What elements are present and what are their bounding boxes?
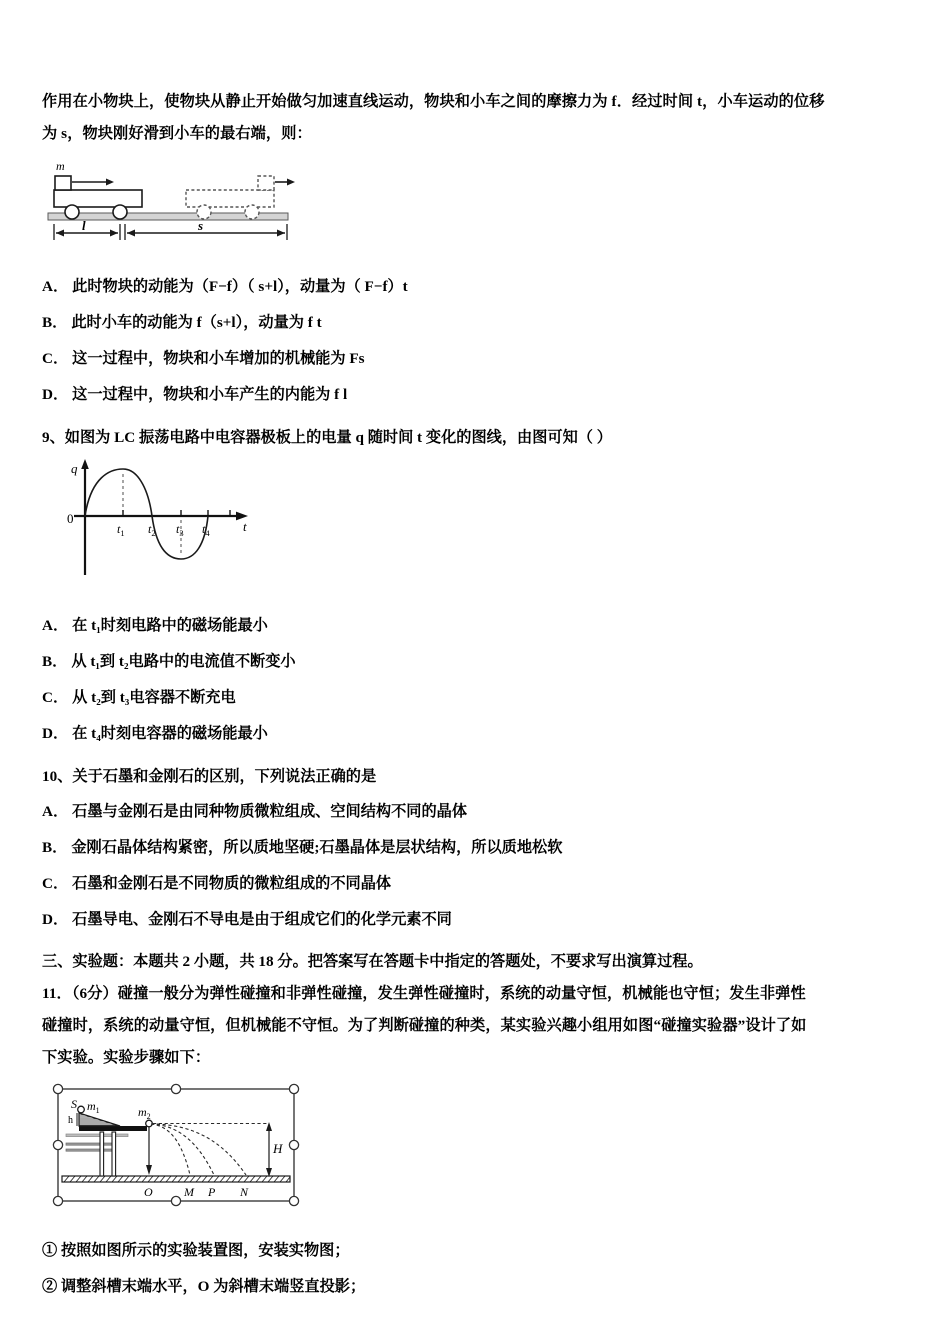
height-H-arrow-top bbox=[266, 1122, 272, 1131]
graph-ticklabel-t3: $t_3$ bbox=[176, 522, 184, 538]
q8-option-b-label: B． bbox=[42, 314, 68, 331]
block-dashed bbox=[258, 176, 274, 190]
q9-stem: 9、如图为 LC 振荡电路中电容器极板上的电量 q 随时间 t 变化的图线，由图可知（ ） bbox=[42, 429, 612, 446]
selection-handle-top-left[interactable] bbox=[53, 1084, 62, 1093]
landing-label-P: P bbox=[208, 1185, 216, 1199]
cart-body-solid bbox=[54, 190, 142, 207]
q9-graph-figure bbox=[38, 457, 910, 582]
q10-option-a bbox=[42, 794, 910, 830]
q9-option-b bbox=[42, 644, 910, 680]
q10-option-d-text: 石墨导电、金刚石不导电是由于组成它们的化学元素不同 bbox=[72, 911, 452, 928]
selection-handle-bottom-center[interactable] bbox=[171, 1196, 180, 1205]
q10-option-b-label: B． bbox=[42, 839, 68, 856]
q9-option-c-label: C． bbox=[42, 689, 69, 706]
height-label-H: H bbox=[273, 1141, 283, 1156]
cart-body-dashed bbox=[186, 190, 274, 207]
q8-option-d-label: D． bbox=[42, 386, 69, 403]
ball-m2-label: $m_2$ bbox=[138, 1105, 151, 1121]
dim-s-arrow-left bbox=[127, 230, 135, 237]
graph-ylabel-q: q bbox=[71, 461, 78, 476]
stand-leg-left bbox=[100, 1132, 104, 1176]
dim-s-arrow-right bbox=[277, 230, 285, 237]
height-label-h: h bbox=[68, 1115, 73, 1126]
dim-label-l: l bbox=[82, 218, 86, 233]
block-solid bbox=[55, 176, 71, 190]
q9-option-d-text: 在 t₄时刻电容器的磁场能最小 bbox=[72, 725, 268, 742]
dim-l-arrow-left bbox=[56, 230, 64, 237]
selection-handle-top-center[interactable] bbox=[171, 1084, 180, 1093]
q11-line1: 11．（6分）碰撞一般分为弹性碰撞和非弹性碰撞，发生弹性碰撞时，系统的动量守恒，机械能也守恒；发生非弹性 bbox=[42, 985, 806, 1002]
q10-option-c-text: 石墨和金刚石是不同物质的微粒组成的不同晶体 bbox=[72, 875, 392, 892]
dim-label-s: s bbox=[198, 218, 204, 233]
stand-leg-right bbox=[112, 1132, 116, 1176]
trajectory-to-M bbox=[151, 1124, 190, 1175]
q10-option-d bbox=[42, 902, 910, 938]
q8-stem-line1: 作用在小物块上，使物块从静止开始做匀加速直线运动，物块和小车之间的摩擦力为 f．经过时间 t，小车运动的位移 bbox=[42, 93, 825, 110]
block-on-cart-figure bbox=[46, 158, 910, 243]
q10-option-a-label: A． bbox=[42, 803, 69, 820]
force-arrow-solid-head bbox=[106, 179, 114, 186]
wheel-solid-left bbox=[65, 205, 79, 219]
graph-sine-curve bbox=[85, 469, 208, 559]
q9-option-b-text: 从 t₁到 t₂电路中的电流值不断变小 bbox=[71, 653, 296, 670]
vertical-drop-arrow bbox=[146, 1165, 152, 1175]
q11-line3: 下实验。实验步骤如下： bbox=[42, 1049, 211, 1066]
stand-shelf-mid2 bbox=[66, 1149, 112, 1151]
q11-step-1: ① 按照如图所示的实验装置图，安装实物图； bbox=[42, 1242, 350, 1259]
q8-option-c bbox=[42, 341, 910, 377]
q8-option-a bbox=[42, 269, 910, 305]
q10-option-d-label: D． bbox=[42, 911, 69, 928]
trajectory-to-P bbox=[151, 1124, 214, 1175]
q9-option-a-label: A． bbox=[42, 617, 69, 634]
graph-ticklabel-t2: $t_2$ bbox=[148, 522, 156, 538]
stand-shelf-upper bbox=[66, 1134, 128, 1137]
q10-option-a-text: 石墨与金刚石是由同种物质微粒组成、空间结构不同的晶体 bbox=[72, 803, 468, 820]
q9-option-a-text: 在 t₁时刻电路中的磁场能最小 bbox=[72, 617, 268, 634]
q8-option-b-text: 此时小车的动能为 f（s+l），动量为 f t bbox=[71, 314, 322, 331]
selection-handle-bottom-right[interactable] bbox=[289, 1196, 298, 1205]
q10-option-b bbox=[42, 830, 910, 866]
ball-m1 bbox=[78, 1106, 85, 1113]
force-arrow-dashed-head bbox=[287, 179, 295, 186]
wheel-dashed-left bbox=[197, 205, 211, 219]
release-point-label-S: S bbox=[71, 1097, 77, 1111]
horizontal-track bbox=[79, 1126, 147, 1131]
block-on-cart-svg bbox=[46, 158, 296, 243]
q8-stem-line2: 为 s，物块刚好滑到小车的最右端，则： bbox=[42, 125, 312, 142]
q9-option-a bbox=[42, 608, 910, 644]
wheel-dashed-right bbox=[245, 205, 259, 219]
qt-sine-graph-svg bbox=[38, 457, 273, 582]
wheel-solid-right bbox=[113, 205, 127, 219]
collision-experiment-svg bbox=[50, 1080, 302, 1215]
q10-option-c-label: C． bbox=[42, 875, 69, 892]
q8-option-a-text: 此时物块的动能为（F−f）（ s+l），动量为（ F−f）t bbox=[72, 278, 408, 295]
graph-ticklabel-t1: $t_1$ bbox=[117, 522, 125, 538]
graph-y-axis-arrow bbox=[81, 459, 89, 469]
q9-option-d bbox=[42, 716, 910, 752]
dim-l-arrow-right bbox=[110, 230, 118, 237]
q8-option-d-text: 这一过程中，物块和小车产生的内能为 f l bbox=[72, 386, 348, 403]
trajectory-to-N bbox=[151, 1124, 246, 1175]
q10-option-c bbox=[42, 866, 910, 902]
q9-option-c bbox=[42, 680, 910, 716]
graph-xlabel-t: t bbox=[243, 519, 247, 534]
landing-label-N: N bbox=[240, 1185, 249, 1199]
q9-option-c-text: 从 t₂到 t₃电容器不断充电 bbox=[72, 689, 236, 706]
selection-handle-bottom-left[interactable] bbox=[53, 1196, 62, 1205]
q11-line2: 碰撞时，系统的动量守恒，但机械能不守恒。为了判断碰撞的种类，某实验兴趣小组用如图“碰撞实验器”设计了如 bbox=[42, 1017, 807, 1034]
q8-option-c-label: C． bbox=[42, 350, 69, 367]
q9-option-d-label: D． bbox=[42, 725, 69, 742]
page-content bbox=[42, 86, 910, 1305]
landing-label-M: M bbox=[184, 1185, 194, 1199]
q11-step-2: ② 调整斜槽末端水平，O 为斜槽末端竖直投影； bbox=[42, 1278, 366, 1295]
selection-handle-middle-left[interactable] bbox=[53, 1140, 62, 1149]
ball-m1-label: $m_1$ bbox=[87, 1099, 100, 1115]
mass-label-m: m bbox=[56, 159, 65, 173]
q8-option-a-label: A． bbox=[42, 278, 69, 295]
stand-shelf-mid1 bbox=[66, 1143, 112, 1145]
graph-ticklabel-t4: $t_4$ bbox=[202, 522, 210, 538]
q10-stem: 10、关于石墨和金刚石的区别，下列说法正确的是 bbox=[42, 768, 377, 785]
collision-experiment-figure bbox=[50, 1080, 910, 1215]
landing-label-O: O bbox=[144, 1185, 153, 1199]
q8-option-d bbox=[42, 377, 910, 413]
section3-heading: 三、实验题：本题共 2 小题，共 18 分。把答案写在答题卡中指定的答题处，不要求写出演算过程。 bbox=[42, 953, 703, 970]
q9-option-b-label: B． bbox=[42, 653, 68, 670]
q8-option-c-text: 这一过程中，物块和小车增加的机械能为 Fs bbox=[72, 350, 365, 367]
selection-handle-middle-right[interactable] bbox=[289, 1140, 298, 1149]
q10-option-b-text: 金刚石晶体结构紧密，所以质地坚硬;石墨晶体是层状结构，所以质地松软 bbox=[71, 839, 563, 856]
selection-handle-top-right[interactable] bbox=[289, 1084, 298, 1093]
q8-option-b bbox=[42, 305, 910, 341]
graph-origin-label: 0 bbox=[67, 511, 74, 526]
